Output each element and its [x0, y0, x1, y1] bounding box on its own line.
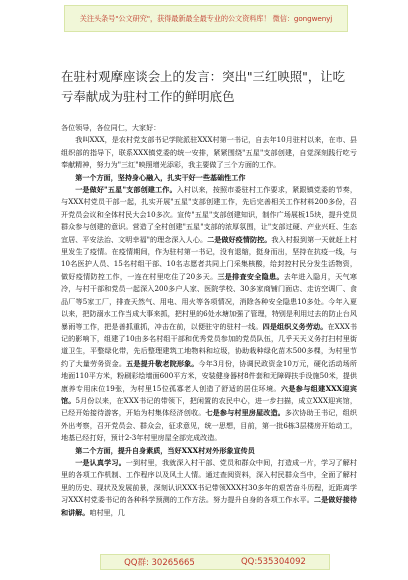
- section-heading-2: 第二个方面，提升自身素质，当好XXX村对外形象宣传员: [75, 445, 255, 455]
- paragraph-2-lead: 二是做好疫情防控。: [207, 234, 272, 244]
- paragraph-2-text: 我入村报到第一天就赶上村里发生了疫情。在疫情期间，作为驻村第一书记，没有退缩，挺身而出，坚持在抗疫一线，与10名医护人员、15名村组干部、10名志愿者共同上门采集核酸，给封控村民分发生活物资，做好疫情防控工作，一连在村里吃住了20多天。: [61, 234, 358, 281]
- salutation: 各位领导，各位同仁，大家好：: [61, 123, 161, 132]
- paragraph-8: [61, 457, 357, 519]
- paragraph-1-lead: 一是做好"五星"支部创建工作。: [75, 185, 177, 195]
- contact-footer: [100, 554, 330, 570]
- qq-group-text: QQ群: 30265665: [124, 558, 195, 568]
- paragraph-3-lead: 三是排查安全隐患。: [217, 271, 284, 281]
- paragraph-9-lead: 二是做好接待和讲解。: [61, 495, 358, 517]
- paragraph-1: [61, 184, 357, 445]
- paragraph-7-lead: 七是参与村里房屋改造。: [205, 408, 285, 418]
- paragraph-6-lead: 六是参与组建XXX迎宾馆。: [61, 383, 357, 405]
- section-heading-1: 第一个方面，坚持身心融入，扎实干好一些基础性工作: [75, 172, 246, 182]
- qq-contact-text: QQ:535304092: [240, 557, 306, 567]
- paragraph-5-text: 今年3月份，协调民政资金10万元，硬化活动场所地面110平方米，粉刷彩绘墙面600平方米，安装健身器材8件套和无障碍扶手设施50米，提供康养专用床位19张，为村里15位孤寡老人创造了舒适的居住环境。: [61, 358, 358, 393]
- paragraph-8-text: 一到村里，我就深入村干部、党员和群众中间，打造成一片，学习了解村里的各项工作机制、工作程序以及风土人情。通过查阅资料，深入村民群众当中，全面了解村里的历史、现状及发展前景，深刻认识XXX书记带领XXX村30多年的艰苦奋斗历程，近距离学习XXX村党委书记的各种科学预测的工作方法。努力提升自身的各项工作水平。: [61, 457, 358, 505]
- document-body: [61, 122, 357, 519]
- promo-banner: [64, 5, 348, 32]
- paragraph-6-text: 5月份以来，在XXX书记的带领下，把闲置的农民中心，进一步扫描，成立XXX迎宾馆，已经开始接待游客，开始为村集体经济创收。: [61, 395, 358, 418]
- promo-banner-text: 关注头条号"公文研究"，获得最新最全最专业的公文资料库！ 微信：gongwenyj: [79, 13, 333, 23]
- paragraph-5-lead: 五是提升敬老院形象。: [126, 358, 199, 368]
- paragraph-4-lead: 四是组织义务劳动。: [262, 321, 328, 331]
- paragraph-4-text: 在XXX书记的影响下，组建了10由多名村组干部和优秀党员参加的党员队伍，几乎天天义务打扫村里街道卫生，平整绿化带，先后整理建筑工地物料和垃圾，协助栽种绿化苗木500多棵，为村里节约了大量劳务资金。: [61, 321, 358, 368]
- intro-paragraph: 我叫XXX，是农村党支部书记学院派驻XXX村第一书记，自去年10月驻村以来，在市、县组织部的指导下，联系XXX镇党委的统一安排，紧紧围绕"五星"支部创建，自觉深刻践行吃亏奉献精神，努力为"三红"映照增光添彩，我主要做了三个方面的工作。: [61, 135, 357, 170]
- paragraph-7-text: 多次协助王书记，组织外出考察，召开党员会、群众会，征求意见，统一思想，目前，第一批6栋3层楼房开始动工，地基已经打好，预计2-3年村里房屋全部完成改造。: [61, 408, 358, 443]
- paragraph-8-lead: 一是认真学习。: [75, 457, 126, 467]
- paragraph-9-text: 咱村里，几: [89, 507, 125, 517]
- document-title: 在驻村观摩座谈会上的发言：突出"三红映照"，让吃亏奉献成为驻村工作的鲜明底色: [61, 69, 345, 104]
- paragraph-3-text: 去年进入隐月，天气寒冷，与村干部和党员一起深入200多户人家、医院学校、30多家商铺门面店、走访空调厂、食品厂等5家工厂，排查天然气、用电、用火等各项情况，消除各种安全隐患10多处。今年入夏以来，把防溺水工作当成大事来抓，把村里的6处水塘加强了管理，特别是利用过去的防止台风暴雨等工作，把是善抓重抓，冲击在前，以便驻守的驻村一线。: [61, 271, 358, 331]
- paragraph-1-text: 入村以来，按照市委驻村工作要求，紧跟镇党委的节奏，与XXX村党员干部一起，扎实开展"五星"支部创建工作，先后完善相关工作材料200多份，召开党员会议和全体村民大会10多次。宣传"五星"支部创建知识，制作广场展板15块，提升党员群众参与创建的意识。营造了全村创建"五星"支部的浓厚氛围，让"支部过硬、产业兴旺、生态宜居、平安法治、文明幸福"的理念深入人心。: [61, 185, 357, 244]
